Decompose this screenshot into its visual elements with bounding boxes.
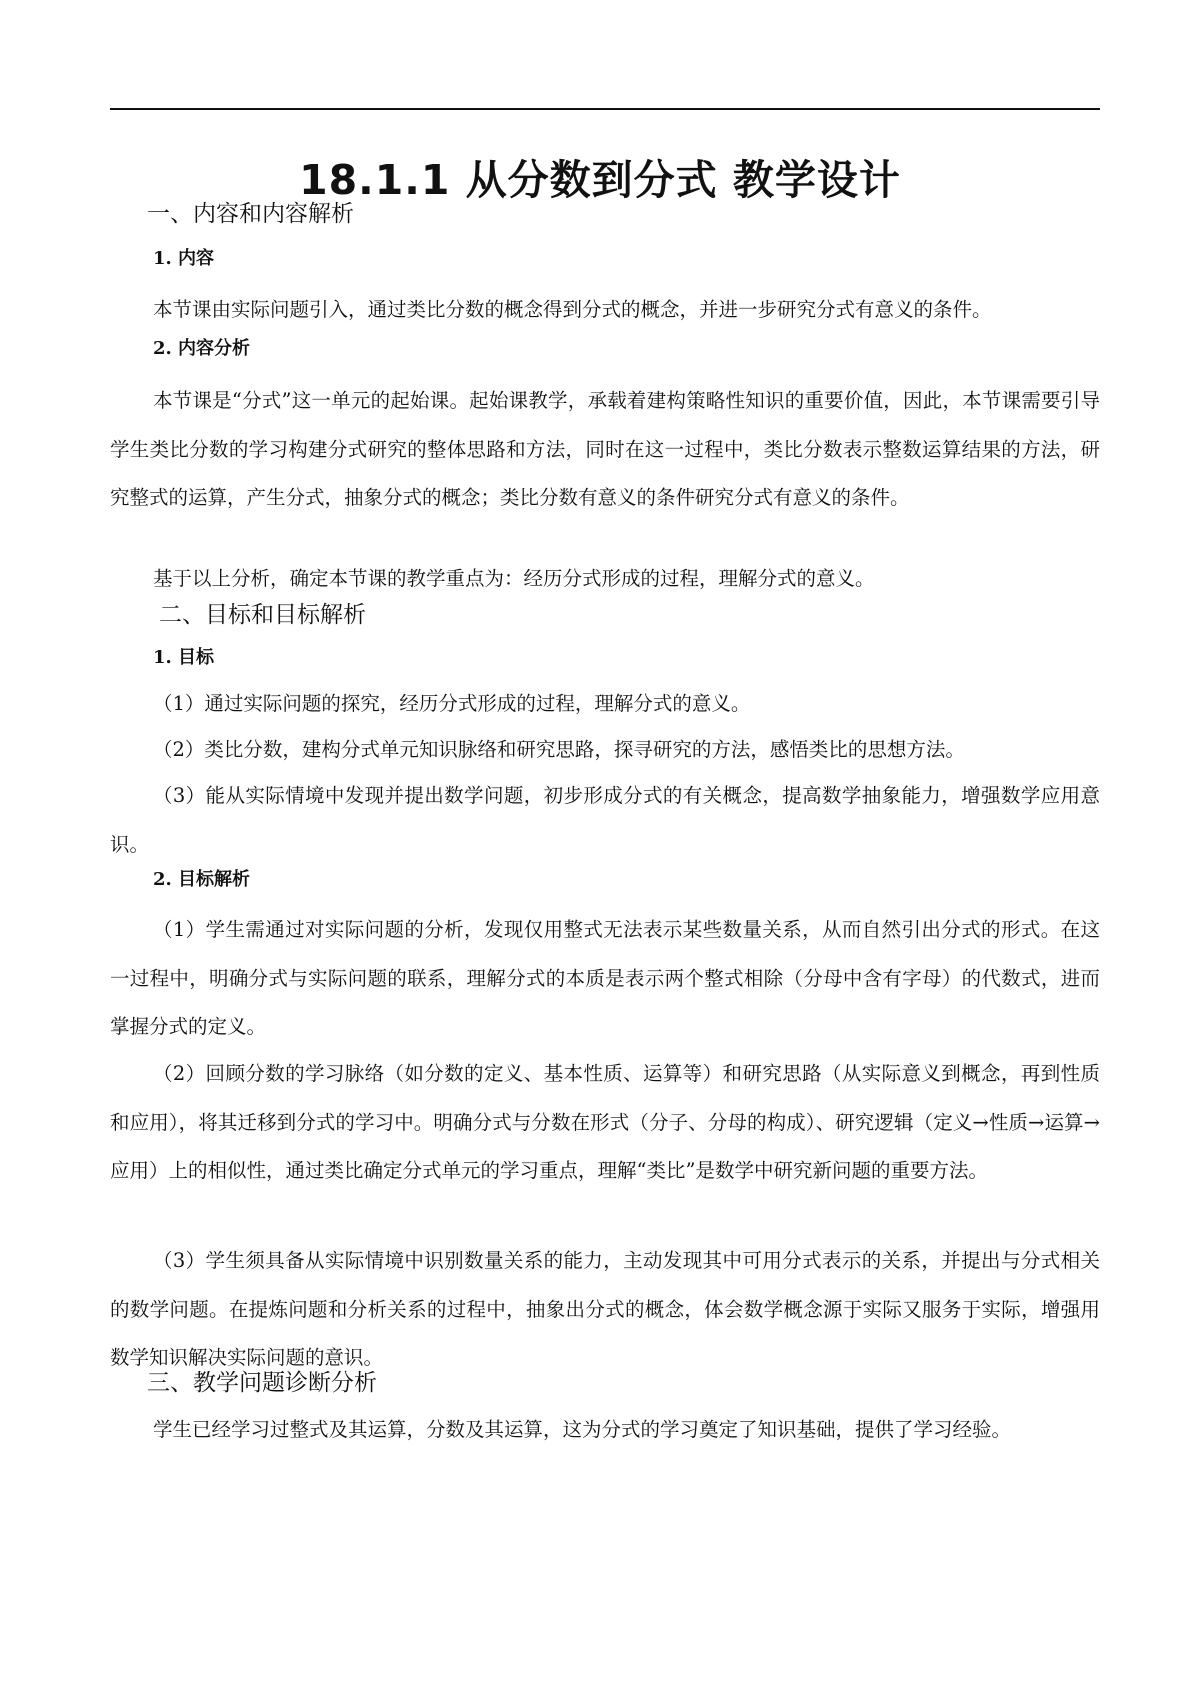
section-1-sub1-heading: 1. 内容 xyxy=(153,248,215,269)
section-1-sub2-text1: 本节课是“分式”这一单元的起始课。起始课教学，承载着建构策略性知识的重要价值，因此，本节课需要引导学生类比分数的学习构建分式研究的整体思路和方法，同时在这一过程中，类比分数表示整数运算结果的方法，研究整式的运算，产生分式，抽象分式的概念；类比分数有意义的条件研究分式有意义的条件。 xyxy=(110,389,1100,510)
header-rule xyxy=(110,108,1100,110)
section-2-sub2-heading: 2. 目标解析 xyxy=(153,869,251,890)
goal-analysis-item-3: （3）学生须具备从实际情境中识别数量关系的能力，主动发现其中可用分式表示的关系，并提出与分式相关的数学问题。在提炼问题和分析关系的过程中，抽象出分式的概念，体会数学概念源于实际又服务于实际，增强用数学知识解决实际问题的意识。 xyxy=(110,1249,1100,1370)
goal-analysis-item-2: （2）回顾分数的学习脉络（如分数的定义、基本性质、运算等）和研究思路（从实际意义到概念，再到性质和应用），将其迁移到分式的学习中。明确分式与分数在形式（分子、分母的构成）、研究逻辑（定义→性质→运算→应用）上的相似性，通过类比确定分式单元的学习重点，理解“类比”是数学中研究新问题的重要方法。 xyxy=(110,1062,1100,1183)
goal-item-3: （3）能从实际情境中发现并提出数学问题，初步形成分式的有关概念，提高数学抽象能力，增强数学应用意识。 xyxy=(110,784,1100,856)
goal-item-2: （2）类比分数，建构分式单元知识脉络和研究思路，探寻研究的方法，感悟类比的思想方法。 xyxy=(153,738,965,761)
section-1-sub2-text2: 基于以上分析，确定本节课的教学重点为：经历分式形成的过程，理解分式的意义。 xyxy=(153,567,875,590)
section-2-heading: 二、目标和目标解析 xyxy=(159,602,366,628)
section-1-heading: 一、内容和内容解析 xyxy=(147,201,354,227)
section-2-sub1-heading: 1. 目标 xyxy=(153,647,215,668)
section-3-text: 学生已经学习过整式及其运算，分数及其运算，这为分式的学习奠定了知识基础，提供了学习经验。 xyxy=(153,1418,1012,1441)
section-1-sub1-text: 本节课由实际问题引入，通过类比分数的概念得到分式的概念，并进一步研究分式有意义的条件。 xyxy=(153,298,992,321)
section-3-heading: 三、教学问题诊断分析 xyxy=(147,1370,377,1396)
goal-analysis-item-1: （1）学生需通过对实际问题的分析，发现仅用整式无法表示某些数量关系，从而自然引出分式的形式。在这一过程中，明确分式与实际问题的联系，理解分式的本质是表示两个整式相除（分母中含有字母）的代数式，进而掌握分式的定义。 xyxy=(110,918,1100,1039)
page-title: 18.1.1 从分数到分式 教学设计 xyxy=(299,156,901,204)
goal-item-1: （1）通过实际问题的探究，经历分式形成的过程，理解分式的意义。 xyxy=(153,692,751,715)
section-1-sub2-heading: 2. 内容分析 xyxy=(153,338,251,359)
